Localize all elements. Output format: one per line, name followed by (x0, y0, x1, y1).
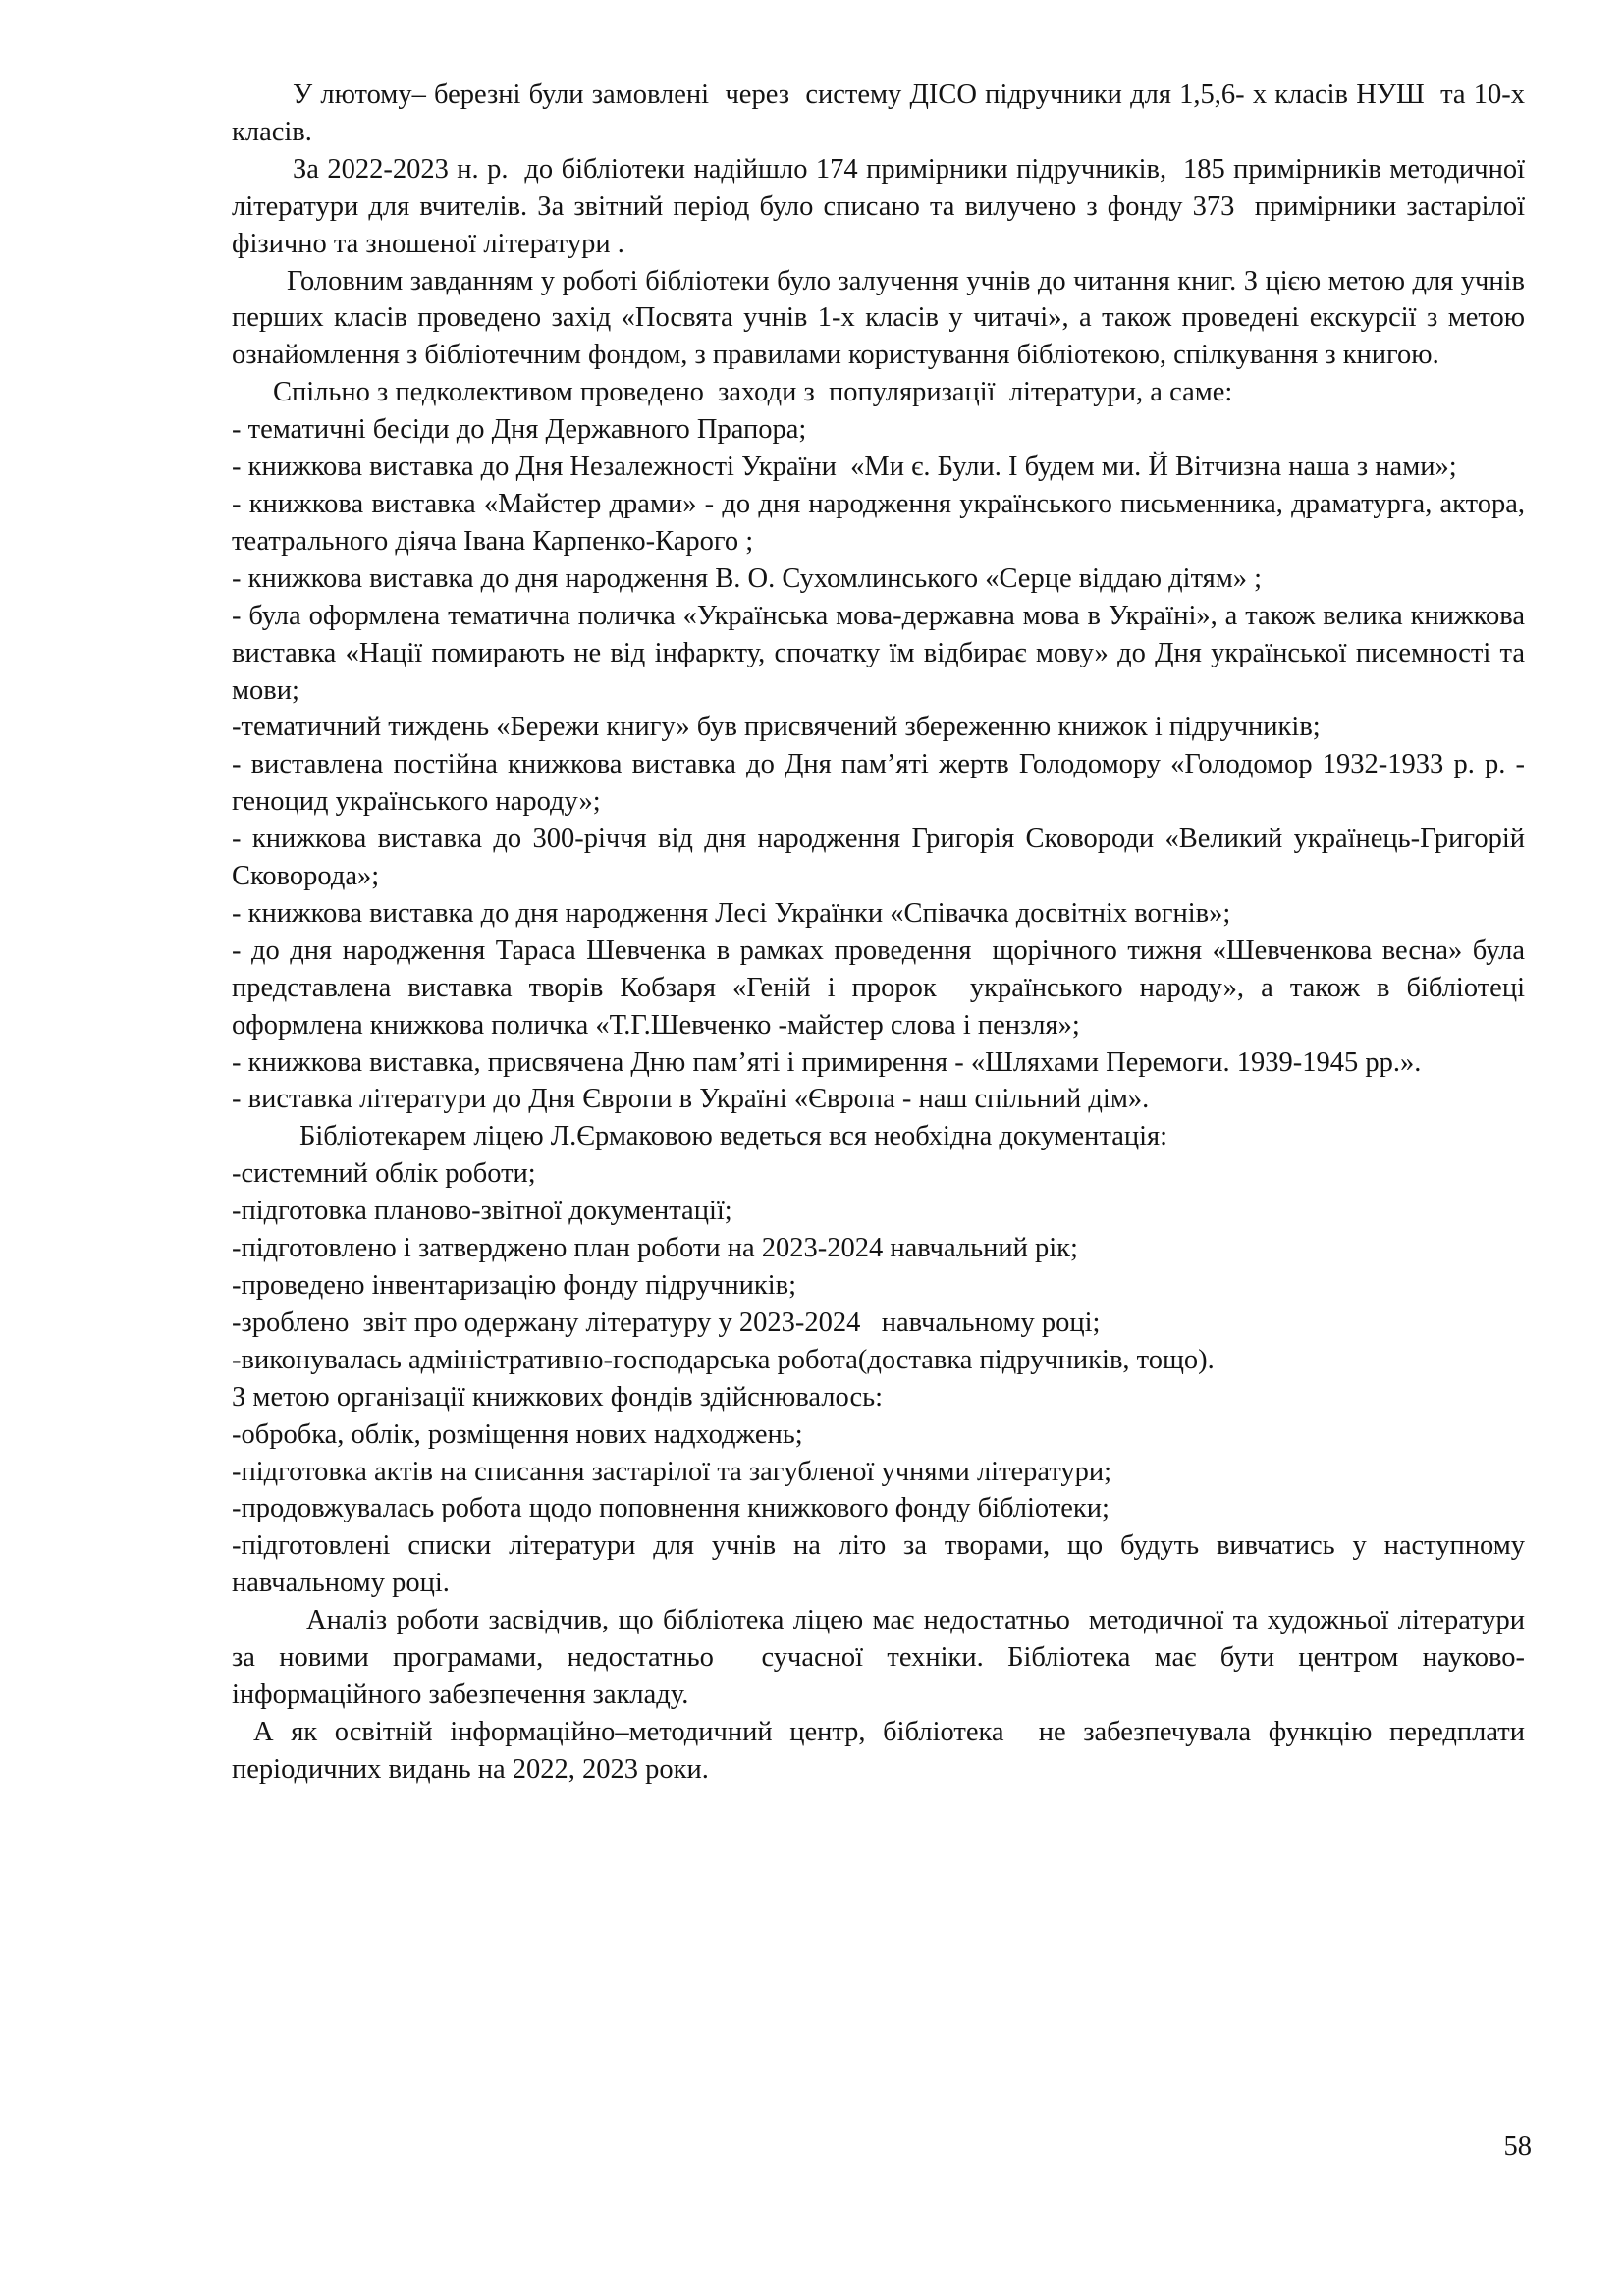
paragraph-textbook-orders: У лютому– березні були замовлені через систему ДІСО підручники для 1,5,6- х класів НУШ та 10-х класів. (232, 80, 1533, 147)
list-item-fund-organization: -підготовлені списки літератури для учнів на літо за творами, що будуть вивчатись у наступному навчальному році. (232, 1530, 1533, 1599)
list-item-event: - виставка літератури до Дня Європи в Україні «Європа - наш спільний дім». (232, 1084, 1150, 1115)
list-item-fund-organization: -підготовка актів на списання застарілої та загубленої учнями літератури; (232, 1456, 1112, 1487)
list-item-event: - книжкова виставка до дня народження В. О. Сухомлинського «Серце віддаю дітям» ; (232, 562, 1263, 594)
list-item-documentation: -підготовка планово-звітної документації; (232, 1196, 732, 1227)
list-item-event: - книжкова виставка до 300-річчя від дня народження Григорія Сковороди «Великий українець-Григорій Сковорода»; (232, 824, 1533, 892)
list-item-event: - книжкова виставка до дня народження Лесі Українки «Співачка досвітніх вогнів»; (232, 897, 1231, 929)
list-item-documentation: -виконувалась адміністративно-господарська робота(доставка підручників, тощо). (232, 1344, 1215, 1375)
paragraph-fund-organization-intro: З метою організації книжкових фондів здійснювалось: (232, 1381, 884, 1413)
paragraph-events-intro: Спільно з педколективом проведено заходи з популяризації літератури, а саме: (273, 377, 1233, 408)
list-item-documentation: -підготовлено і затверджено план роботи на 2023-2024 навчальний рік; (232, 1233, 1078, 1264)
list-item-event: - була оформлена тематична поличка «Українська мова-державна мова в Україні», а також велика книжкова виставка «Нації помирають не від інфаркту, спочатку їм відбирає мову» до Дня української писемності та мови; (232, 600, 1533, 706)
paragraph-acquisitions: За 2022-2023 н. р. до бібліотеки надійшло 174 примірники підручників, 185 примірників методичної літератури для вчителів. За звітний період було списано та вилучено з фонду 373 примірники застарілої фізично та зношеної літератури . (232, 153, 1533, 259)
paragraph-documentation-intro: Бібліотекарем ліцею Л.Єрмаковою ведеться вся необхідна документація: (299, 1121, 1168, 1152)
list-item-event: - книжкова виставка до Дня Незалежності України «Ми є. Були. І будем ми. Й Вітчизна наша з нами»; (232, 452, 1457, 483)
paragraph-analysis: Аналіз роботи засвідчив, що бібліотека ліцею має недостатньо методичної та художньої літератури за новими програмами, недостатньо сучасної техніки. Бібліотека має бути центром науково-інформаційного забезпечення закладу. (232, 1605, 1533, 1710)
list-item-documentation: -системний облік роботи; (232, 1158, 536, 1190)
list-item-fund-organization: -обробка, облік, розміщення нових надходжень; (232, 1418, 803, 1450)
document-page (232, 77, 1533, 1789)
list-item-documentation: -проведено інвентаризацію фонду підручників; (232, 1270, 797, 1301)
list-item-documentation: -зроблено звіт про одержану літературу у 2023-2024 навчальному році; (232, 1307, 1101, 1338)
page-number: 58 (1503, 2131, 1532, 2162)
list-item-event: - до дня народження Тараса Шевченка в рамках проведення щорічного тижня «Шевченкова весна» була представлена виставка творів Кобзаря «Геній і пророк українського народу», а також в бібліотеці оформлена книжкова поличка «Т.Г.Шевченко -майстер слова і пензля»; (232, 934, 1533, 1041)
list-item-fund-organization: -продовжувалась робота щодо поповнення книжкового фонду бібліотеки; (232, 1493, 1110, 1524)
list-item-event: - книжкова виставка «Майстер драми» - до дня народження українського письменника, драматурга, актора, театрального діяча Івана Карпенко-Карого ; (232, 488, 1533, 557)
list-item-event: -тематичний тиждень «Бережи книгу» був присвячений збереженню книжок і підручників; (232, 712, 1321, 743)
paragraph-main-task: Головним завданням у роботі бібліотеки було залучення учнів до читання книг. З цією метою для учнів перших класів проведено захід «Посвята учнів 1-х класів у читачі», а також проведені екскурсії з метою ознайомлення з бібліотечним фондом, з правилами користування бібліотекою, спілкування з книгою. (232, 265, 1533, 371)
paragraph-conclusion: А як освітній інформаційно–методичний центр, бібліотека не забезпечувала функцію передплати періодичних видань на 2022, 2023 роки. (232, 1716, 1533, 1785)
list-item-event: - виставлена постійна книжкова виставка до Дня пам’яті жертв Голодомору «Голодомор 1932-1933 р. р. - геноцид українського народу»; (232, 749, 1533, 818)
list-item-event: - тематичні бесіди до Дня Державного Прапора; (232, 414, 807, 446)
list-item-event: - книжкова виставка, присвячена Дню пам’яті і примирення - «Шляхами Перемоги. 1939-1945 рр.». (232, 1046, 1422, 1078)
